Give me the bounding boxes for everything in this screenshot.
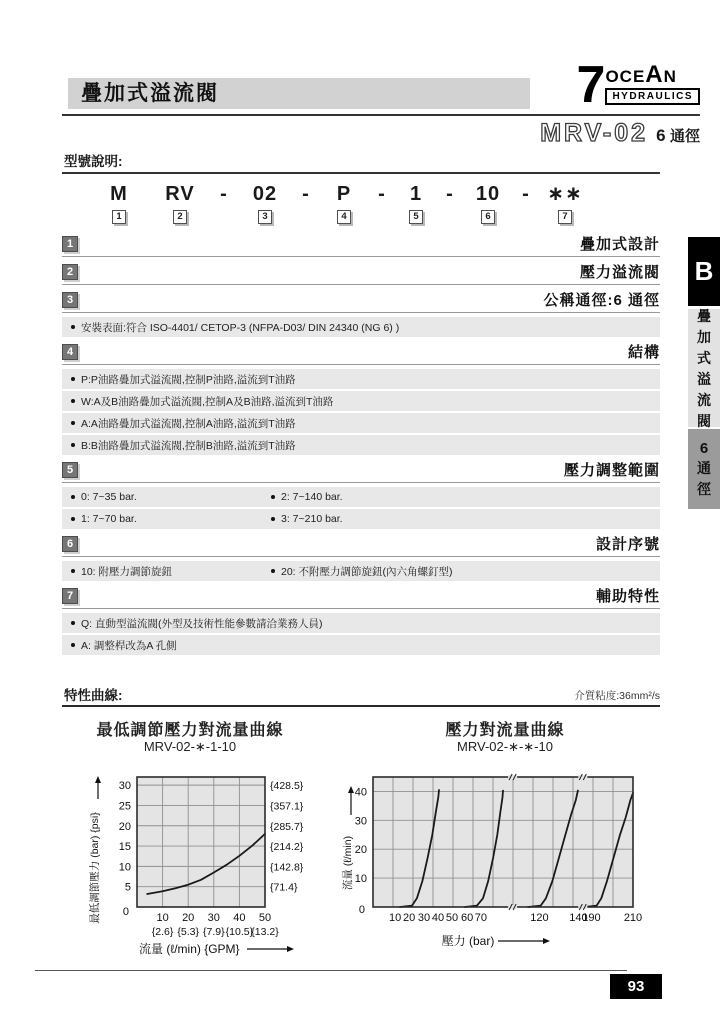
code-number-box: 6 [481, 210, 495, 224]
spec-sections [62, 235, 660, 661]
x-tick-label: 140 [569, 912, 588, 924]
section-title: 疊加式設計 [579, 236, 660, 253]
right-chart [335, 763, 655, 967]
section-number-box: 1 [62, 236, 78, 252]
y-axis-label: 流量 (ℓ/min) [342, 835, 354, 891]
bullet-dot-icon [271, 495, 275, 499]
model-code-breakdown [62, 181, 660, 224]
code-number-box: 5 [409, 210, 423, 224]
x-tick-label: 50 [445, 912, 459, 924]
section-number-box: 6 [62, 536, 78, 552]
code-text: - [378, 183, 386, 205]
bullet-row [62, 487, 660, 507]
code-number-box: 1 [112, 210, 126, 224]
page-title: 疊加式溢流閥 [68, 78, 530, 109]
psi-label: {428.5} [270, 780, 304, 793]
psi-label: {71.4} [270, 881, 298, 894]
x-tick-label: 40 [431, 912, 445, 924]
footer-divider [35, 970, 627, 971]
y-tick-label: 40 [354, 786, 367, 799]
section-number-box: 4 [62, 344, 78, 360]
x-tick-label: 210 [623, 912, 643, 924]
right-chart-subtitle: MRV-02-∗-∗-10 [457, 739, 553, 754]
psi-label: {285.7} [270, 820, 304, 833]
bullet-dot-icon [71, 495, 75, 499]
y-tick-label: 20 [118, 820, 131, 833]
code-text: - [302, 183, 310, 205]
y-tick-label: 25 [118, 800, 131, 813]
bullet-item: W:A及B油路疊加式溢流閥,控制A及B油路,溢流到T油路 [71, 394, 333, 409]
bullet-dot-icon [71, 517, 75, 521]
bullet-row [62, 509, 660, 529]
header-divider [62, 114, 700, 116]
section-title: 壓力溢流閥 [579, 264, 660, 281]
code-text: - [220, 183, 228, 205]
model-heading [540, 119, 700, 148]
model-code-outline: MRV-02 [540, 119, 649, 147]
psi-label: {214.2} [270, 841, 304, 854]
section-title: 公稱通徑:6 通徑 [543, 292, 660, 309]
bullet-row [62, 613, 660, 633]
x-axis-label: 壓力 (bar) [441, 934, 495, 948]
charts-area [0, 707, 720, 969]
bullet-row [62, 561, 660, 581]
gpm-label: {2.6} [151, 926, 174, 938]
bullet-item: 安裝表面:符合 ISO-4401/ CETOP-3 (NFPA-D03/ DIN 24340 (NG 6) ) [71, 320, 399, 335]
bullet-dot-icon [71, 621, 75, 625]
y-tick-label: 5 [124, 881, 131, 894]
model-code-part [394, 181, 438, 224]
section-title: 結構 [627, 344, 660, 361]
bullet-row [62, 317, 660, 337]
y-tick-label: 10 [118, 861, 131, 874]
y-axis-label: 最低調節壓力 (bar) {psi} [89, 812, 101, 924]
bullet-dot-icon [71, 421, 75, 425]
code-text: M [110, 183, 128, 205]
section-1 [62, 235, 660, 257]
left-chart-subtitle: MRV-02-∗-1-10 [143, 739, 237, 754]
section-number-box: 5 [62, 462, 78, 478]
section-number-box: 3 [62, 292, 78, 308]
x-tick-label: 60 [460, 912, 474, 924]
bullet-item: Q: 直動型溢流閥(外型及技術性能參數請洽業務人員) [71, 616, 323, 631]
section-number-box: 2 [62, 264, 78, 280]
logo-tagline: HYDRAULICS [605, 88, 700, 105]
logo-name: OCEAN [605, 61, 677, 88]
origin-label: 0 [122, 906, 129, 918]
x-tick-label: 30 [417, 912, 431, 924]
left-chart [78, 763, 328, 967]
code-number-box: 2 [173, 210, 187, 224]
bullet-row [62, 369, 660, 389]
section-header [62, 461, 660, 483]
x-tick-label: 190 [582, 912, 601, 924]
section-bullets [62, 561, 660, 581]
code-text: 02 [252, 183, 278, 205]
section-6 [62, 535, 660, 581]
code-text: P [336, 183, 352, 205]
x-axis-arrow-head [287, 946, 294, 952]
y-tick-label: 20 [354, 844, 367, 857]
plot-background [137, 777, 265, 907]
gpm-label: {7.9} [202, 926, 225, 938]
code-number-box: 7 [558, 210, 572, 224]
y-tick-label: 15 [118, 841, 131, 854]
bullet-dot-icon [71, 399, 75, 403]
bullet-item: 3: 7~210 bar. [271, 513, 343, 525]
section-header [62, 343, 660, 365]
x-tick-label: 10 [156, 912, 169, 924]
bullet-item: 1: 7~70 bar. [71, 513, 271, 525]
port-size-number: 6 [656, 126, 666, 145]
logo-seven-glyph: 7 [576, 56, 604, 114]
section-5 [62, 461, 660, 529]
model-code-dash [438, 181, 462, 224]
bullet-item: B:B油路疊加式溢流閥,控制B油路,溢流到T油路 [71, 438, 296, 453]
bullet-item: P:P油路疊加式溢流閥,控制P油路,溢流到T油路 [71, 372, 296, 387]
code-text: 1 [409, 183, 423, 205]
brand-logo [576, 56, 700, 114]
bullet-dot-icon [271, 569, 275, 573]
bullet-dot-icon [71, 377, 75, 381]
curves-heading: 特性曲線: [64, 688, 123, 703]
y-tick-label: 30 [118, 780, 131, 793]
model-code-dash [212, 181, 236, 224]
section-title: 設計序號 [595, 536, 660, 553]
model-code-part [148, 181, 212, 224]
bullet-item: A:A油路疊加式溢流閥,控制A油路,溢流到T油路 [71, 416, 296, 431]
model-code-part [236, 181, 294, 224]
y-axis-arrow-head [95, 776, 101, 783]
viscosity-note: 介質粘度:36mm²/s [574, 690, 660, 702]
y-axis-arrow-head [348, 786, 354, 793]
bullet-dot-icon [71, 325, 75, 329]
bullet-item: 2: 7~140 bar. [271, 491, 343, 503]
psi-label: {142.8} [270, 861, 304, 874]
section-header [62, 263, 660, 285]
code-text: 10 [475, 183, 501, 205]
x-tick-label: 120 [530, 912, 549, 924]
section-number-box: 7 [62, 588, 78, 604]
bullet-item: 10: 附壓力調節旋鈕 [71, 564, 271, 579]
bullet-row [62, 391, 660, 411]
section-bullets [62, 487, 660, 529]
left-chart-title: 最低調節壓力對流量曲線 [96, 722, 284, 739]
y-tick-label: 10 [354, 873, 367, 886]
side-tab-series-label: 疊 加 式 溢 流 閥 [688, 309, 720, 427]
section-bullets [62, 317, 660, 337]
bullet-item: 0: 7~35 bar. [71, 491, 271, 503]
code-number-box: 4 [337, 210, 351, 224]
x-tick-label: 50 [258, 912, 272, 924]
code-text: ∗∗ [547, 183, 583, 205]
origin-label: 0 [358, 904, 365, 916]
section-header [62, 535, 660, 557]
right-chart-title: 壓力對流量曲線 [445, 722, 565, 739]
bullet-dot-icon [71, 643, 75, 647]
section-header [62, 235, 660, 257]
port-size-label: 通徑 [669, 128, 700, 145]
model-code-part [90, 181, 148, 224]
x-tick-label: 20 [182, 912, 195, 924]
bullet-dot-icon [71, 443, 75, 447]
y-tick-label: 30 [354, 815, 367, 828]
model-code-part [318, 181, 370, 224]
model-divider [62, 172, 660, 174]
bullet-dot-icon [71, 569, 75, 573]
gpm-label: {5.3} [177, 926, 200, 938]
gpm-label: {13.2} [251, 926, 279, 938]
model-code-part [462, 181, 514, 224]
section-title: 輔助特性 [595, 588, 660, 605]
x-tick-label: 70 [474, 912, 488, 924]
bullet-row [62, 435, 660, 455]
section-bullets [62, 613, 660, 655]
psi-label: {357.1} [270, 800, 304, 813]
x-axis-label: 流量 (ℓ/min) {GPM} [139, 942, 240, 956]
code-number-box: 3 [258, 210, 272, 224]
side-tab-size-label: 6 通 徑 [688, 429, 720, 509]
x-tick-label: 10 [388, 912, 402, 924]
model-explanation-label: 型號說明: [64, 154, 123, 169]
side-tab-section-letter: B [688, 237, 720, 306]
section-bullets [62, 369, 660, 455]
section-7 [62, 587, 660, 655]
code-text: - [522, 183, 530, 205]
model-code-dash [294, 181, 318, 224]
model-code-part [538, 181, 592, 224]
page-number: 93 [610, 974, 662, 999]
bullet-row [62, 413, 660, 433]
section-4 [62, 343, 660, 455]
x-tick-label: 30 [207, 912, 220, 924]
bullet-item: A: 調整桿改為A 孔側 [71, 638, 177, 653]
bullet-item: 20: 不附壓力調節旋鈕(內六角螺釘型) [271, 564, 453, 579]
code-text: - [446, 183, 454, 205]
x-tick-label: 20 [403, 912, 416, 924]
bullet-dot-icon [271, 517, 275, 521]
gpm-label: {10.5} [225, 926, 254, 938]
model-code-dash [370, 181, 394, 224]
x-tick-label: 40 [233, 912, 246, 924]
section-header [62, 587, 660, 609]
x-axis-arrow-head [543, 938, 550, 944]
section-header [62, 291, 660, 313]
code-text: RV [165, 183, 195, 205]
section-title: 壓力調整範圍 [563, 462, 660, 479]
section-3 [62, 291, 660, 337]
bullet-row [62, 635, 660, 655]
model-code-dash [514, 181, 538, 224]
section-2 [62, 263, 660, 285]
